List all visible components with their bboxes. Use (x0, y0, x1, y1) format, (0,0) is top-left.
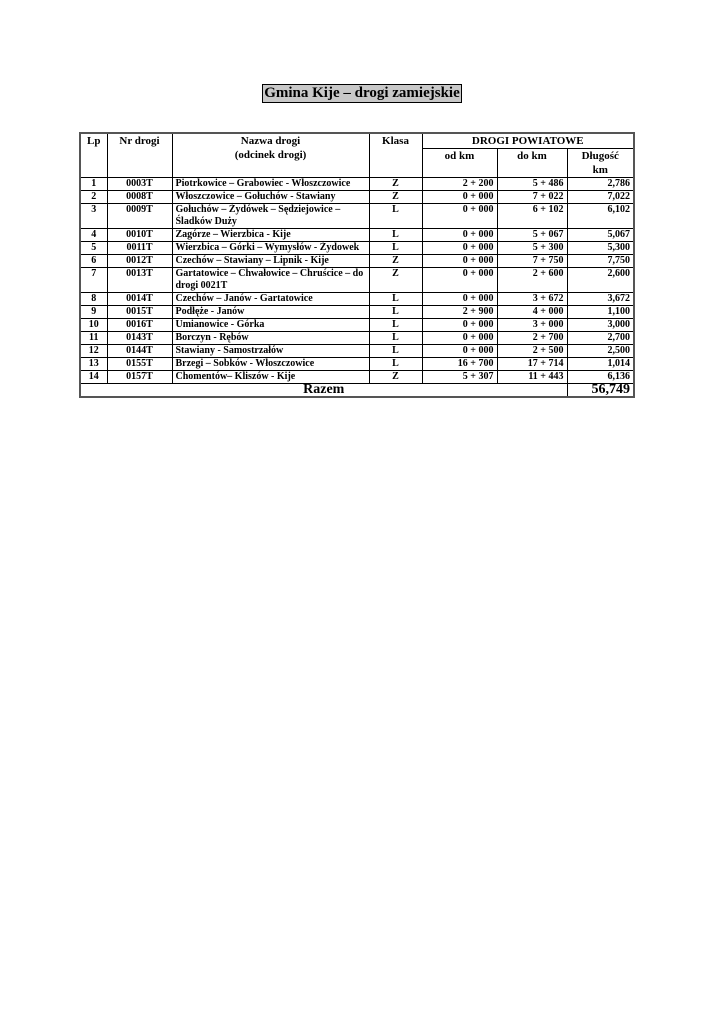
table-row (80, 371, 634, 384)
cell-nr-drogi: 0144T (107, 345, 172, 358)
cell-od-km: 0 + 000 (422, 242, 497, 255)
cell-klasa: L (369, 204, 422, 229)
cell-dlugosc: 6,136 (567, 371, 634, 384)
header-nazwa-line1: Nazwa drogi (240, 135, 301, 147)
table-row (80, 332, 634, 345)
cell-dlugosc: 2,700 (567, 332, 634, 345)
cell-od-km: 0 + 000 (422, 268, 497, 293)
cell-dlugosc: 2,786 (567, 178, 634, 191)
cell-do-km: 3 + 672 (497, 293, 567, 306)
cell-do-km: 17 + 714 (497, 358, 567, 371)
cell-od-km: 2 + 200 (422, 178, 497, 191)
header-od-km: od km (422, 149, 497, 178)
header-nr-drogi: Nr drogi (107, 133, 172, 178)
cell-lp: 9 (80, 306, 107, 319)
cell-klasa: Z (369, 255, 422, 268)
table-row (80, 191, 634, 204)
cell-nazwa-drogi: Chomentów– Kliszów - Kije (172, 371, 369, 384)
table-row (80, 358, 634, 371)
cell-nazwa-drogi: Zagórze – Wierzbica - Kije (172, 229, 369, 242)
cell-lp: 1 (80, 178, 107, 191)
cell-dlugosc: 1,014 (567, 358, 634, 371)
cell-nazwa-drogi: Piotrkowice – Grabowiec - Włoszczowice (172, 178, 369, 191)
cell-nr-drogi: 0157T (107, 371, 172, 384)
cell-lp: 7 (80, 268, 107, 293)
cell-klasa: L (369, 345, 422, 358)
table-row (80, 242, 634, 255)
cell-do-km: 11 + 443 (497, 371, 567, 384)
cell-lp: 10 (80, 319, 107, 332)
cell-nazwa-drogi: Gartatowice – Chwałowice – Chruścice – do drogi 0021T (172, 268, 369, 293)
cell-lp: 4 (80, 229, 107, 242)
cell-do-km: 2 + 600 (497, 268, 567, 293)
cell-dlugosc: 7,750 (567, 255, 634, 268)
cell-od-km: 2 + 900 (422, 306, 497, 319)
cell-od-km: 0 + 000 (422, 204, 497, 229)
cell-klasa: L (369, 293, 422, 306)
cell-nr-drogi: 0012T (107, 255, 172, 268)
cell-klasa: Z (369, 178, 422, 191)
cell-do-km: 6 + 102 (497, 204, 567, 229)
cell-klasa: Z (369, 371, 422, 384)
cell-od-km: 16 + 700 (422, 358, 497, 371)
cell-lp: 8 (80, 293, 107, 306)
cell-do-km: 5 + 300 (497, 242, 567, 255)
cell-lp: 13 (80, 358, 107, 371)
cell-lp: 14 (80, 371, 107, 384)
cell-od-km: 0 + 000 (422, 319, 497, 332)
cell-do-km: 7 + 750 (497, 255, 567, 268)
cell-dlugosc: 2,500 (567, 345, 634, 358)
cell-nr-drogi: 0011T (107, 242, 172, 255)
table-row (80, 229, 634, 242)
cell-nr-drogi: 0015T (107, 306, 172, 319)
header-do-km: do km (497, 149, 567, 178)
total-row (80, 384, 634, 398)
cell-klasa: L (369, 306, 422, 319)
cell-nr-drogi: 0009T (107, 204, 172, 229)
cell-klasa: L (369, 229, 422, 242)
cell-klasa: L (369, 358, 422, 371)
cell-od-km: 5 + 307 (422, 371, 497, 384)
page-title: Gmina Kije – drogi zamiejskie (264, 85, 460, 101)
cell-nr-drogi: 0016T (107, 319, 172, 332)
table-row (80, 345, 634, 358)
cell-do-km: 2 + 500 (497, 345, 567, 358)
header-lp: Lp (80, 133, 107, 178)
cell-nr-drogi: 0143T (107, 332, 172, 345)
cell-od-km: 0 + 000 (422, 255, 497, 268)
table-row (80, 306, 634, 319)
cell-dlugosc: 5,067 (567, 229, 634, 242)
header-drogi-powiatowe: DROGI POWIATOWE (422, 133, 634, 149)
cell-nr-drogi: 0003T (107, 178, 172, 191)
cell-nazwa-drogi: Wierzbica – Górki – Wymysłów - Żydowek (172, 242, 369, 255)
header-nazwa-drogi (172, 133, 369, 178)
cell-nazwa-drogi: Stawiany - Samostrzałów (172, 345, 369, 358)
title-container (0, 84, 724, 103)
cell-klasa: Z (369, 268, 422, 293)
header-klasa: Klasa (369, 133, 422, 178)
cell-lp: 5 (80, 242, 107, 255)
cell-nr-drogi: 0013T (107, 268, 172, 293)
cell-nr-drogi: 0010T (107, 229, 172, 242)
table-row (80, 178, 634, 191)
cell-dlugosc: 3,672 (567, 293, 634, 306)
table-body (80, 178, 634, 384)
total-label: Razem (80, 384, 567, 398)
cell-lp: 12 (80, 345, 107, 358)
table-row (80, 319, 634, 332)
cell-od-km: 0 + 000 (422, 191, 497, 204)
cell-dlugosc: 5,300 (567, 242, 634, 255)
cell-od-km: 0 + 000 (422, 229, 497, 242)
cell-lp: 6 (80, 255, 107, 268)
cell-do-km: 7 + 022 (497, 191, 567, 204)
table-row (80, 255, 634, 268)
cell-do-km: 3 + 000 (497, 319, 567, 332)
cell-od-km: 0 + 000 (422, 345, 497, 358)
cell-lp: 3 (80, 204, 107, 229)
header-dlugosc (567, 149, 634, 178)
table-row (80, 293, 634, 306)
cell-nr-drogi: 0008T (107, 191, 172, 204)
cell-od-km: 0 + 000 (422, 293, 497, 306)
cell-do-km: 2 + 700 (497, 332, 567, 345)
cell-nazwa-drogi: Czechów – Stawiany – Lipnik - Kije (172, 255, 369, 268)
cell-do-km: 5 + 486 (497, 178, 567, 191)
cell-dlugosc: 2,600 (567, 268, 634, 293)
cell-nazwa-drogi: Brzegi – Sobków - Włoszczowice (172, 358, 369, 371)
cell-dlugosc: 6,102 (567, 204, 634, 229)
cell-lp: 11 (80, 332, 107, 345)
cell-od-km: 0 + 000 (422, 332, 497, 345)
cell-nazwa-drogi: Włoszczowice – Gołuchów - Stawiany (172, 191, 369, 204)
cell-nazwa-drogi: Czechów – Janów - Gartatowice (172, 293, 369, 306)
header-nazwa-line2: (odcinek drogi) (234, 149, 307, 161)
header-dlugosc-line2: km (592, 164, 608, 176)
header-dlugosc-line1: Długość (581, 150, 619, 162)
cell-klasa: Z (369, 191, 422, 204)
table-row (80, 204, 634, 229)
table-row (80, 268, 634, 293)
cell-do-km: 4 + 000 (497, 306, 567, 319)
cell-nazwa-drogi: Podłęże - Janów (172, 306, 369, 319)
cell-dlugosc: 1,100 (567, 306, 634, 319)
header-row-1 (80, 133, 634, 149)
total-value: 56,749 (567, 384, 634, 398)
cell-dlugosc: 7,022 (567, 191, 634, 204)
cell-nazwa-drogi: Borczyn - Rębów (172, 332, 369, 345)
cell-dlugosc: 3,000 (567, 319, 634, 332)
cell-nazwa-drogi: Umianowice - Górka (172, 319, 369, 332)
cell-nr-drogi: 0014T (107, 293, 172, 306)
cell-do-km: 5 + 067 (497, 229, 567, 242)
cell-nazwa-drogi: Gołuchów – Żydówek – Sędziejowice – Śladków Duży (172, 204, 369, 229)
cell-lp: 2 (80, 191, 107, 204)
roads-table (79, 132, 635, 398)
cell-klasa: L (369, 242, 422, 255)
cell-klasa: L (369, 319, 422, 332)
cell-nr-drogi: 0155T (107, 358, 172, 371)
cell-klasa: L (369, 332, 422, 345)
